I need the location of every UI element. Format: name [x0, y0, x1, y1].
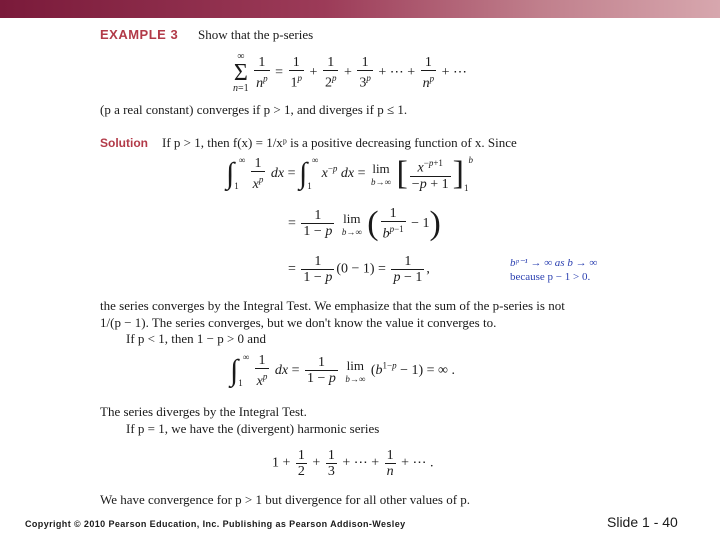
paragraph-2-line-1: The series diverges by the Integral Test. — [100, 404, 307, 419]
integral-equation-3: = $\frac{1}{1 - p}$ (0 − 1) = $\frac{1}{p - 1}$ , — [288, 254, 430, 285]
copyright-footer: Copyright © 2010 Pearson Education, Inc. Publishing as Pearson Addison-Wesley — [25, 519, 406, 529]
paragraph-2-line-2: If p = 1, we have the (divergent) harmonic series — [126, 421, 380, 436]
paragraph-1-line-1: the series converges by the Integral Test. We emphasize that the sum of the p-series is not — [100, 298, 565, 313]
paragraph-1-line-3: If p < 1, then 1 − p > 0 and — [126, 331, 267, 346]
solution-text: If p > 1, then f(x) = 1/xᵖ is a positive decreasing function of x. Since — [162, 135, 517, 150]
paragraph-1-line-2: 1/(p − 1). The series converges, but we don't know the value it converges to. — [100, 315, 497, 330]
p-series-equation: ∞ Σ n=1 $\frac{1}{n^p}$ = $\frac{1}{1^p}$ + $\frac{1}{2^p}$ + $\frac{1}{3^p}$ + ⋯ + $\frac{1}{n^p}$ + ⋯ — [233, 51, 468, 94]
harmonic-series: 1 + $\frac{1}{2}$ + $\frac{1}{3}$ + ⋯ + $\frac{1}{n}$ + ⋯ . — [272, 448, 434, 479]
title-bar-gradient — [0, 0, 720, 18]
condition-text: (p a real constant) converges if p > 1, and diverges if p ≤ 1. — [100, 102, 408, 117]
example-label: EXAMPLE 3 — [100, 27, 179, 42]
integral-equation-2: = $\frac{1}{1 - p}$ lim b→∞ ( $\frac{1}{b^{p-1}}$ − 1) — [288, 204, 441, 242]
side-note-line1: bᵖ⁻¹ → ∞ as b → ∞ — [510, 257, 598, 269]
conclusion-text: We have convergence for p > 1 but divergence for all other values of p. — [100, 492, 471, 507]
solution-label: Solution — [100, 136, 148, 150]
slide-number: Slide 1 - 40 — [607, 514, 678, 530]
prompt-text: Show that the p-series — [198, 27, 314, 42]
integral-equation-4: $\int_1^\infty$ $\frac{1}{x^p}$ dx = $\frac{1}{1 - p}$ lim b→∞ $(b^{1-p} - 1)$ = ∞ . — [230, 352, 455, 389]
integral-equation-1: $\int_1^\infty$ $\frac{1}{x^p}$ dx = $\int_1^\infty$ $x^{-p}$ dx = lim b→∞ [ $\frac{x^{-p+1}}{-p + 1}$ ]$_1^b$ — [226, 154, 473, 193]
side-note-line2: because p − 1 > 0. — [510, 271, 591, 283]
